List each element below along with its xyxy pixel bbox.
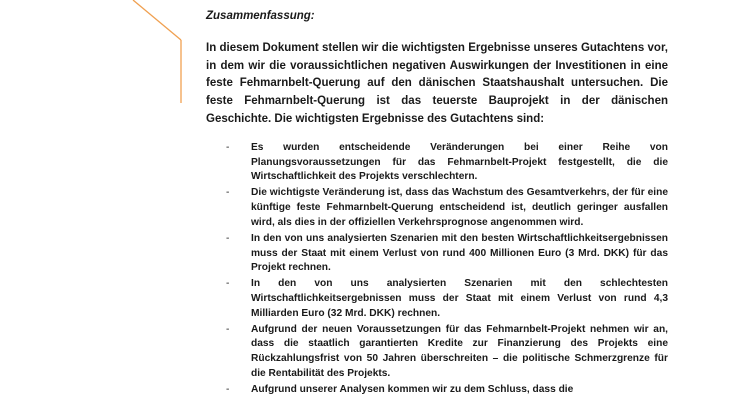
list-item xyxy=(226,383,668,398)
findings-list xyxy=(226,141,668,399)
list-item-text: Es wurden entscheidende Veränderungen bei einer Reihe von Planungsvoraussetzungen für das Fehmarnbelt-Projekt festgestellt, die die Wirtschaftlichkeit des Projekts verschlechtern. xyxy=(251,142,668,183)
list-item-text: In den von uns analysierten Szenarien mit den besten Wirtschaftlichkeitsergebnissen muss der Staat mit einem Verlust von rund 400 Millionen Euro (3 Mrd. DKK) für das Projekt rechnen. xyxy=(251,232,668,274)
summary-heading: Zusammenfassung: xyxy=(206,10,315,22)
list-item-text: In den von uns analysierten Szenarien mit den schlechtesten Wirtschaftlichkeitsergebnissen muss der Staat mit einem Verlust von rund 4,3 Milliarden Euro (32 Mrd. DKK) rechnen. xyxy=(251,278,668,319)
list-item-text: Aufgrund unserer Analysen kommen wir zu dem Schluss, dass die xyxy=(251,383,574,395)
bullet-marker: - xyxy=(226,142,230,153)
summary-intro-paragraph: In diesem Dokument stellen wir die wichtigsten Ergebnisse unseres Gutachtens vor, in dem wir die voraussichtlichen negativen Auswirkungen der Investitionen in eine feste Fehmarnbelt-Querung auf den dänischen Staatshaushalt untersuchen. Die feste Fehmarnbelt-Querung ist das teuerste Bauprojekt in der dänischen Geschichte. Die wichtigsten Ergebnisse des Gutachtens sind: xyxy=(206,42,668,125)
list-item-text: Die wichtigste Veränderung ist, dass das Wachstum des Gesamtverkehrs, der für eine künftige feste Fehmarnbelt-Querung entscheidend ist, deutlich geringer ausfallen wird, als dies in der offiziellen Verkehrsprognose angenommen wird. xyxy=(251,187,668,228)
list-item xyxy=(226,232,668,276)
bullet-marker: - xyxy=(226,187,230,199)
bullet-marker: - xyxy=(226,232,230,244)
list-item xyxy=(226,141,668,185)
bullet-marker: - xyxy=(226,383,230,395)
bullet-marker: - xyxy=(226,323,230,335)
list-item xyxy=(226,186,668,230)
list-item xyxy=(226,323,668,381)
bullet-marker: - xyxy=(226,278,230,290)
list-item xyxy=(226,277,668,321)
accent-diagonal-line xyxy=(133,0,181,40)
list-item-text: Aufgrund der neuen Voraussetzungen für das Fehmarnbelt-Projekt nehmen wir an, dass die staatlich garantierten Kredite zur Finanzierung des Projekts eine Rückzahlungsfrist von 50 Jahren überschreiten – die politische Schmerzgrenze für die Rentabilität des Projekts. xyxy=(251,323,668,379)
